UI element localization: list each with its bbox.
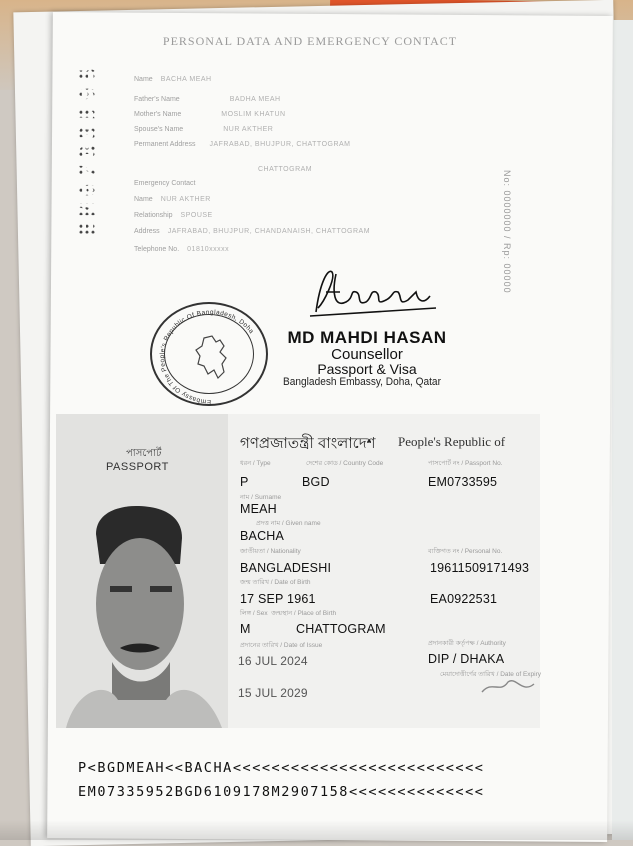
side-sheet [612, 20, 633, 840]
bangladesh-map-icon [190, 334, 232, 380]
field-relationship [134, 212, 213, 219]
label-doe: মেয়াদোত্তীর্ণের তারিখ / Date of Expiry [440, 671, 542, 678]
personal-number: 19611509171493 [430, 561, 530, 575]
field-value: JAFRABAD, BHUJPUR, CHATTOGRAM [209, 141, 351, 148]
previous-passport-number: EA0922531 [430, 592, 498, 606]
field-emergency-address [134, 228, 370, 235]
field-emergency-contact [134, 180, 195, 187]
field-label: Name [134, 196, 153, 203]
passport-label: PASSPORT [106, 461, 169, 473]
field-value: JAFRABAD, BHUJPUR, CHANDANAISH, CHATTOGRAM [167, 228, 371, 235]
field-value: SPOUSE [180, 212, 213, 219]
issuing-authority: DIP / DHAKA [428, 652, 505, 666]
officer-title: Counsellor [331, 346, 403, 363]
officer-department: Passport & Visa [317, 361, 417, 377]
svg-text:Embassy Of The People's Republ [159, 309, 255, 405]
date-of-issue: 16 JUL 2024 [238, 654, 308, 668]
field-mother-name [134, 111, 286, 118]
label-nationality: জাতীয়তা / Nationality [240, 548, 301, 555]
field-value: 01810xxxxx [187, 246, 230, 253]
label-sex-pob [240, 608, 336, 619]
label-dob: জন্ম তারিখ / Date of Birth [240, 579, 311, 586]
perforated-serial [78, 62, 108, 362]
passport-stamp-mark [478, 672, 538, 698]
passport-number: EM0733595 [428, 475, 498, 489]
field-label: Spouse's Name [134, 126, 184, 133]
field-label: Address [134, 228, 160, 235]
field-value: CHATTOGRAM [258, 166, 313, 173]
passport-header-en: People's Republic of [398, 434, 506, 449]
label-personal-no: ব্যক্তিগত নং / Personal No. [428, 548, 503, 555]
bottom-shadow [0, 820, 633, 840]
field-label: Telephone No. [134, 246, 180, 253]
field-label: Emergency Contact [134, 180, 196, 187]
label-type: ধরন / Type [240, 460, 271, 467]
label-pob: জন্মস্থান / Place of Birth [271, 610, 337, 617]
label-authority: প্রদানকারী কর্তৃপক্ষ / Authority [428, 640, 506, 647]
label-country-code: দেশের কোড / Country Code [306, 460, 384, 467]
label-passport-no: পাসপোর্ট নং / Passport No. [428, 460, 503, 467]
field-name [134, 76, 212, 83]
sex: M [240, 622, 251, 636]
label-surname: নাম / Surname [240, 494, 282, 501]
field-label: Father's Name [134, 96, 180, 103]
label-given-name: প্রদত্ত নাম / Given name [256, 520, 321, 527]
perforated-serial-text: EM0733595 [77, 62, 102, 236]
field-spouse-name [134, 126, 273, 133]
field-value: BACHA MEAH [160, 76, 212, 83]
given-name: BACHA [240, 529, 285, 543]
passport-label-bn: পাসপোর্ট [126, 448, 162, 459]
label-sex: লিঙ্গ / Sex [240, 610, 268, 617]
field-permanent-address [134, 141, 351, 148]
officer-signature [306, 262, 446, 320]
field-father-name [134, 96, 281, 103]
embassy-seal [150, 302, 268, 406]
field-value: BADHA MEAH [229, 96, 281, 103]
date-of-birth: 17 SEP 1961 [240, 592, 316, 606]
label-doi: প্রদানের তারিখ / Date of Issue [240, 642, 323, 649]
seal-ring-text-path: Embassy Of The People's Republic Of Bangladesh, Doha [159, 308, 255, 406]
place-of-birth: CHATTOGRAM [296, 622, 386, 636]
date-of-expiry: 15 JUL 2029 [238, 686, 308, 700]
field-label: Relationship [134, 212, 173, 219]
field-address-line2 [258, 166, 312, 173]
mrz-line-2: EM07335952BGD6109178M2907158<<<<<<<<<<<<<< [78, 784, 485, 800]
field-value: NUR AKTHER [223, 126, 274, 133]
seal-ring-text [152, 304, 270, 408]
field-telephone [134, 246, 229, 253]
passport-header-bn: গণপ্রজাতন্ত্রী বাংলাদেশ [240, 435, 376, 452]
field-value: NUR AKTHER [160, 196, 211, 203]
country-code: BGD [302, 475, 330, 489]
officer-name: MD MAHDI HASAN [287, 328, 447, 347]
side-vertical-text: No: 0000000 / Rp: 00000 [502, 170, 512, 294]
field-label: Mother's Name [134, 111, 182, 118]
field-label: Name [134, 76, 153, 83]
passport-type: P [240, 475, 249, 489]
mrz-line-1: P<BGDMEAH<<BACHA<<<<<<<<<<<<<<<<<<<<<<<<<< [78, 760, 485, 776]
officer-embassy: Bangladesh Embassy, Doha, Qatar [283, 376, 441, 388]
field-emergency-name [134, 196, 211, 203]
field-value: MOSLIM KHATUN [221, 111, 286, 118]
nationality: BANGLADESHI [240, 561, 332, 575]
page-title: PERSONAL DATA AND EMERGENCY CONTACT [162, 34, 458, 48]
field-label: Permanent Address [134, 141, 196, 148]
surname: MEAH [240, 502, 277, 516]
